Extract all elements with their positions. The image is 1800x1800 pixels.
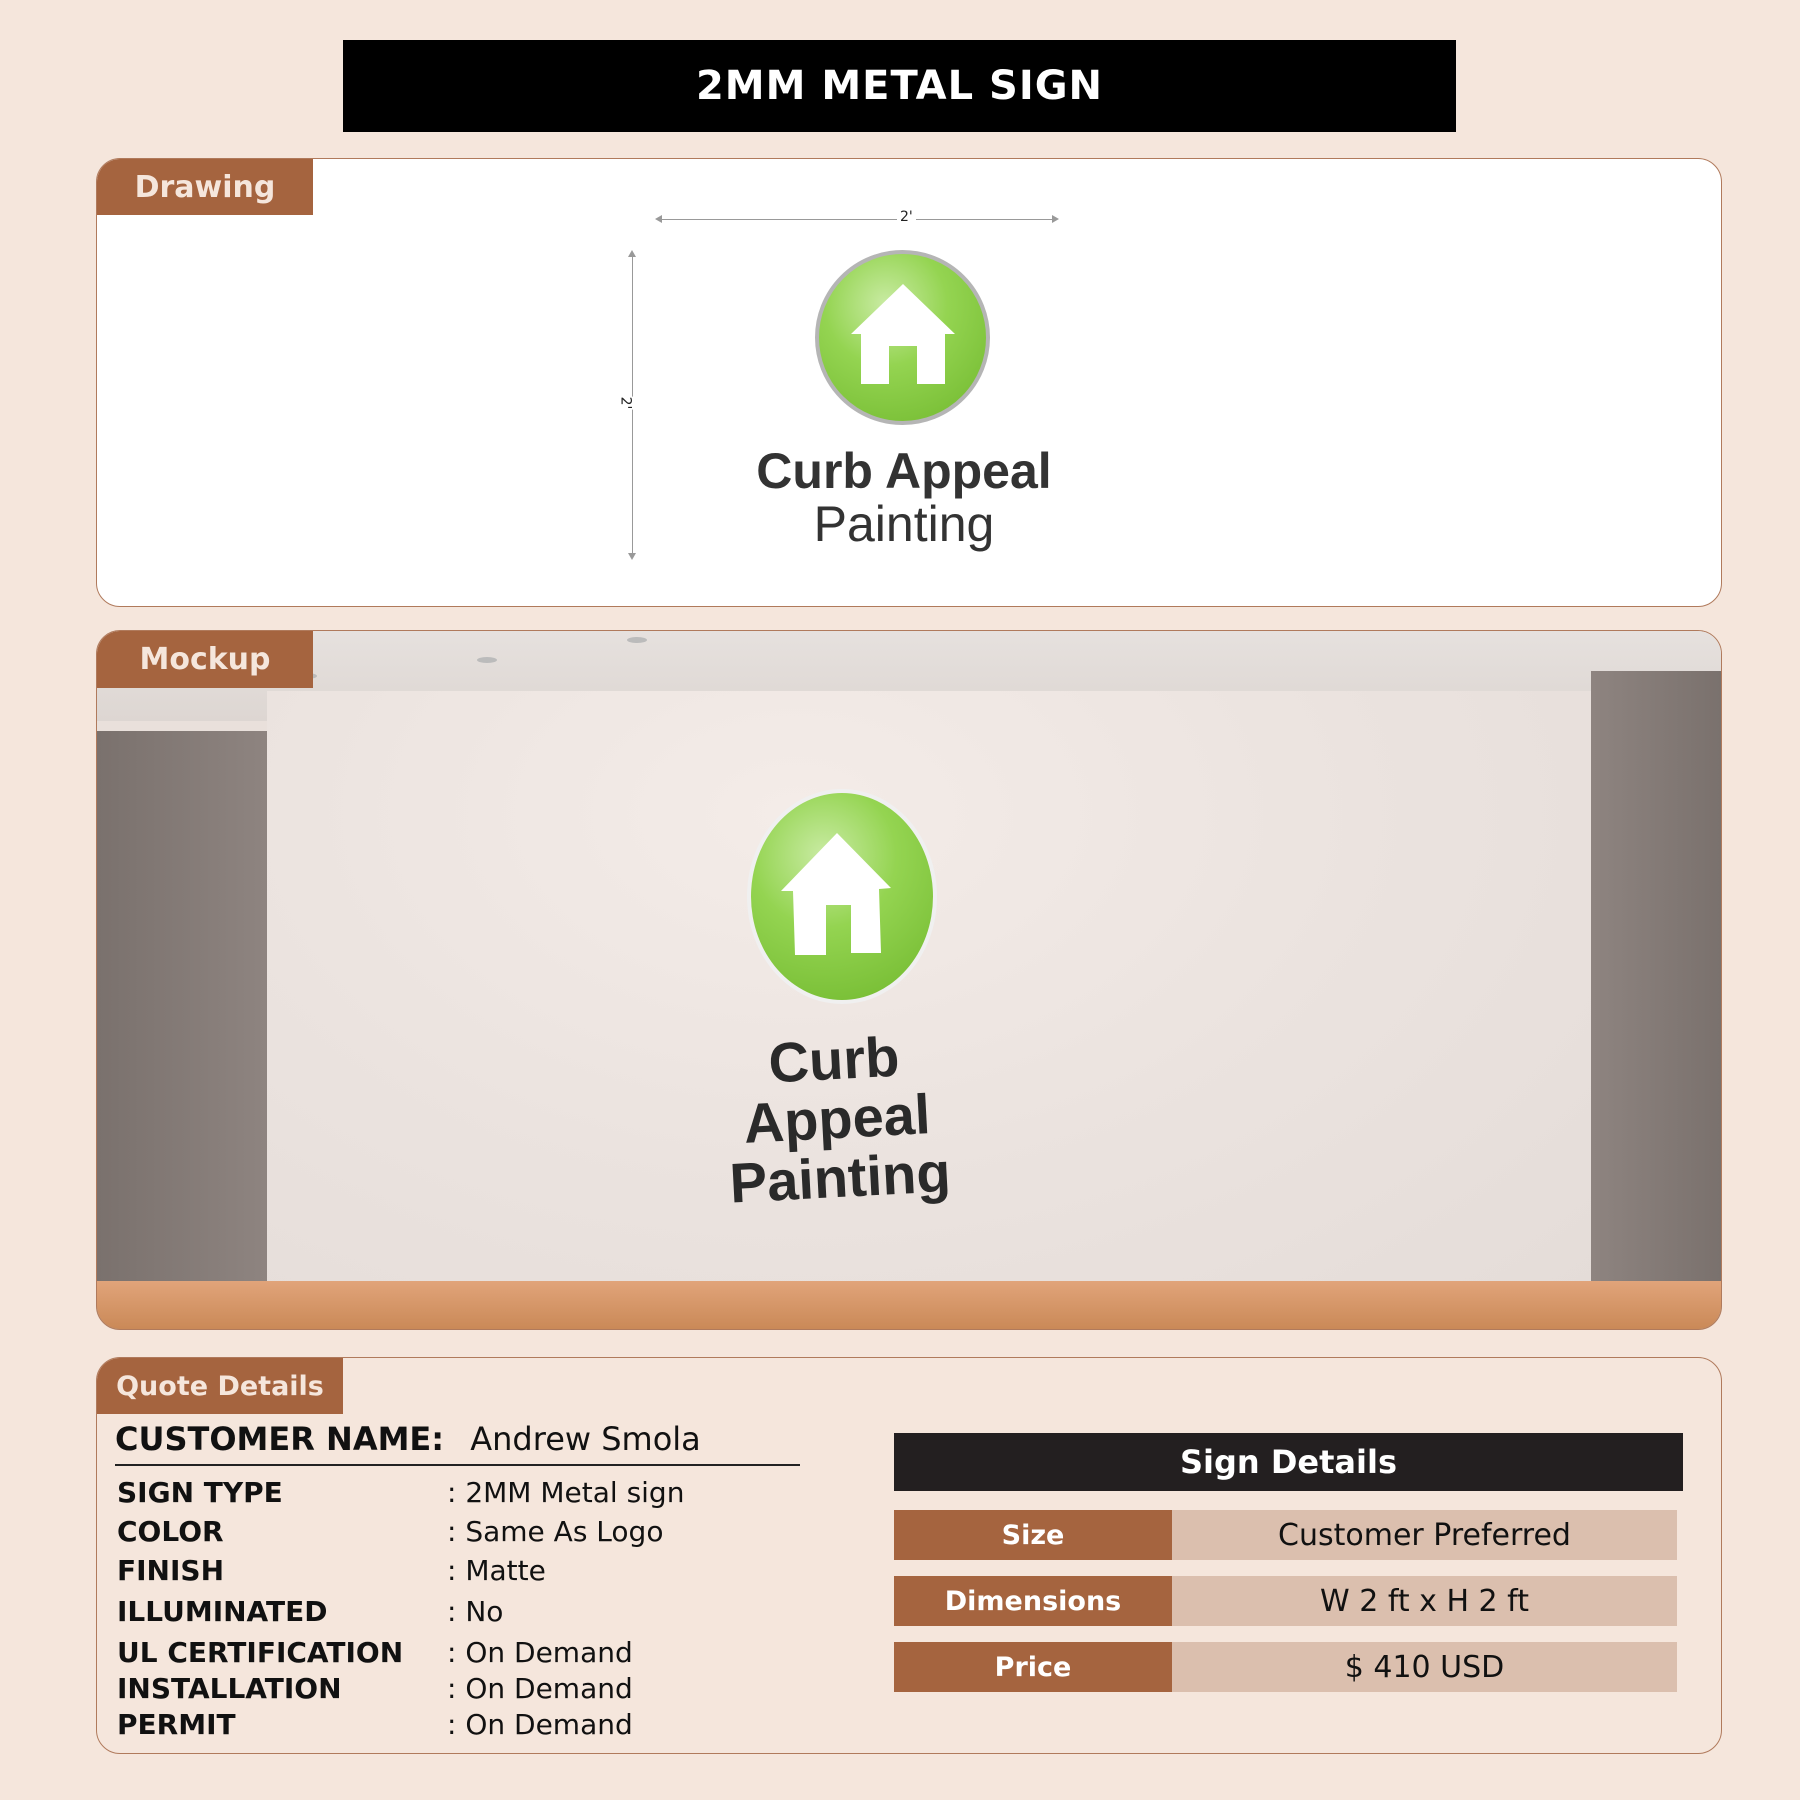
logo-line-2: Painting [813,495,995,552]
right-wall [1591,671,1721,1330]
detail-value: : 2MM Metal sign [447,1476,685,1509]
drawing-tab: Drawing [97,159,313,215]
page-title: 2MM METAL SIGN [343,40,1456,132]
mockup-panel [96,630,1722,1330]
drawing-logo-text [740,445,1068,550]
detail-label: COLOR [117,1515,224,1548]
detail-value: : On Demand [447,1708,633,1741]
detail-label: FINISH [117,1554,224,1587]
sign-details-header: Sign Details [894,1433,1683,1491]
house-logo-icon [747,789,937,1004]
sign-detail-value: Customer Preferred [1172,1510,1677,1560]
left-wall [97,731,267,1330]
sign-detail-key: Dimensions [894,1576,1172,1626]
quote-tab: Quote Details [97,1358,343,1414]
quote-panel [96,1357,1722,1754]
width-dimension-label: 2' [897,209,916,225]
width-dimension-line [661,219,1053,220]
ceiling-spotlight [627,637,647,643]
detail-label: UL CERTIFICATION [117,1636,404,1669]
customer-name-line [115,1420,800,1466]
customer-name-value: Andrew Smola [470,1420,701,1458]
ceiling-spotlight [477,657,497,663]
house-logo-icon [815,250,990,425]
wood-floor [97,1281,1721,1330]
sign-detail-key: Price [894,1642,1172,1692]
detail-value: : Same As Logo [447,1515,664,1548]
height-dimension-label: 2' [614,397,636,410]
sign-detail-value: $ 410 USD [1172,1642,1677,1692]
sign-detail-key: Size [894,1510,1172,1560]
detail-value: : On Demand [447,1636,633,1669]
sign-detail-row-price [894,1642,1677,1692]
logo-line-1: Curb Appeal [756,443,1052,499]
detail-label: ILLUMINATED [117,1595,328,1628]
sign-detail-value: W 2 ft x H 2 ft [1172,1576,1677,1626]
customer-name-label: CUSTOMER NAME: [115,1420,445,1458]
mockup-tab: Mockup [97,631,313,688]
sign-detail-row-dimensions [894,1576,1677,1626]
mockup-logo-text [673,1023,1002,1216]
detail-label: SIGN TYPE [117,1476,283,1509]
detail-value: : No [447,1595,504,1628]
detail-value: : On Demand [447,1672,633,1705]
logo-line-1: Curb Appeal [742,1024,932,1155]
detail-label: INSTALLATION [117,1672,342,1705]
detail-value: : Matte [447,1554,546,1587]
detail-label: PERMIT [117,1708,236,1741]
sign-detail-row-size [894,1510,1677,1560]
logo-line-2: Painting [728,1139,952,1215]
